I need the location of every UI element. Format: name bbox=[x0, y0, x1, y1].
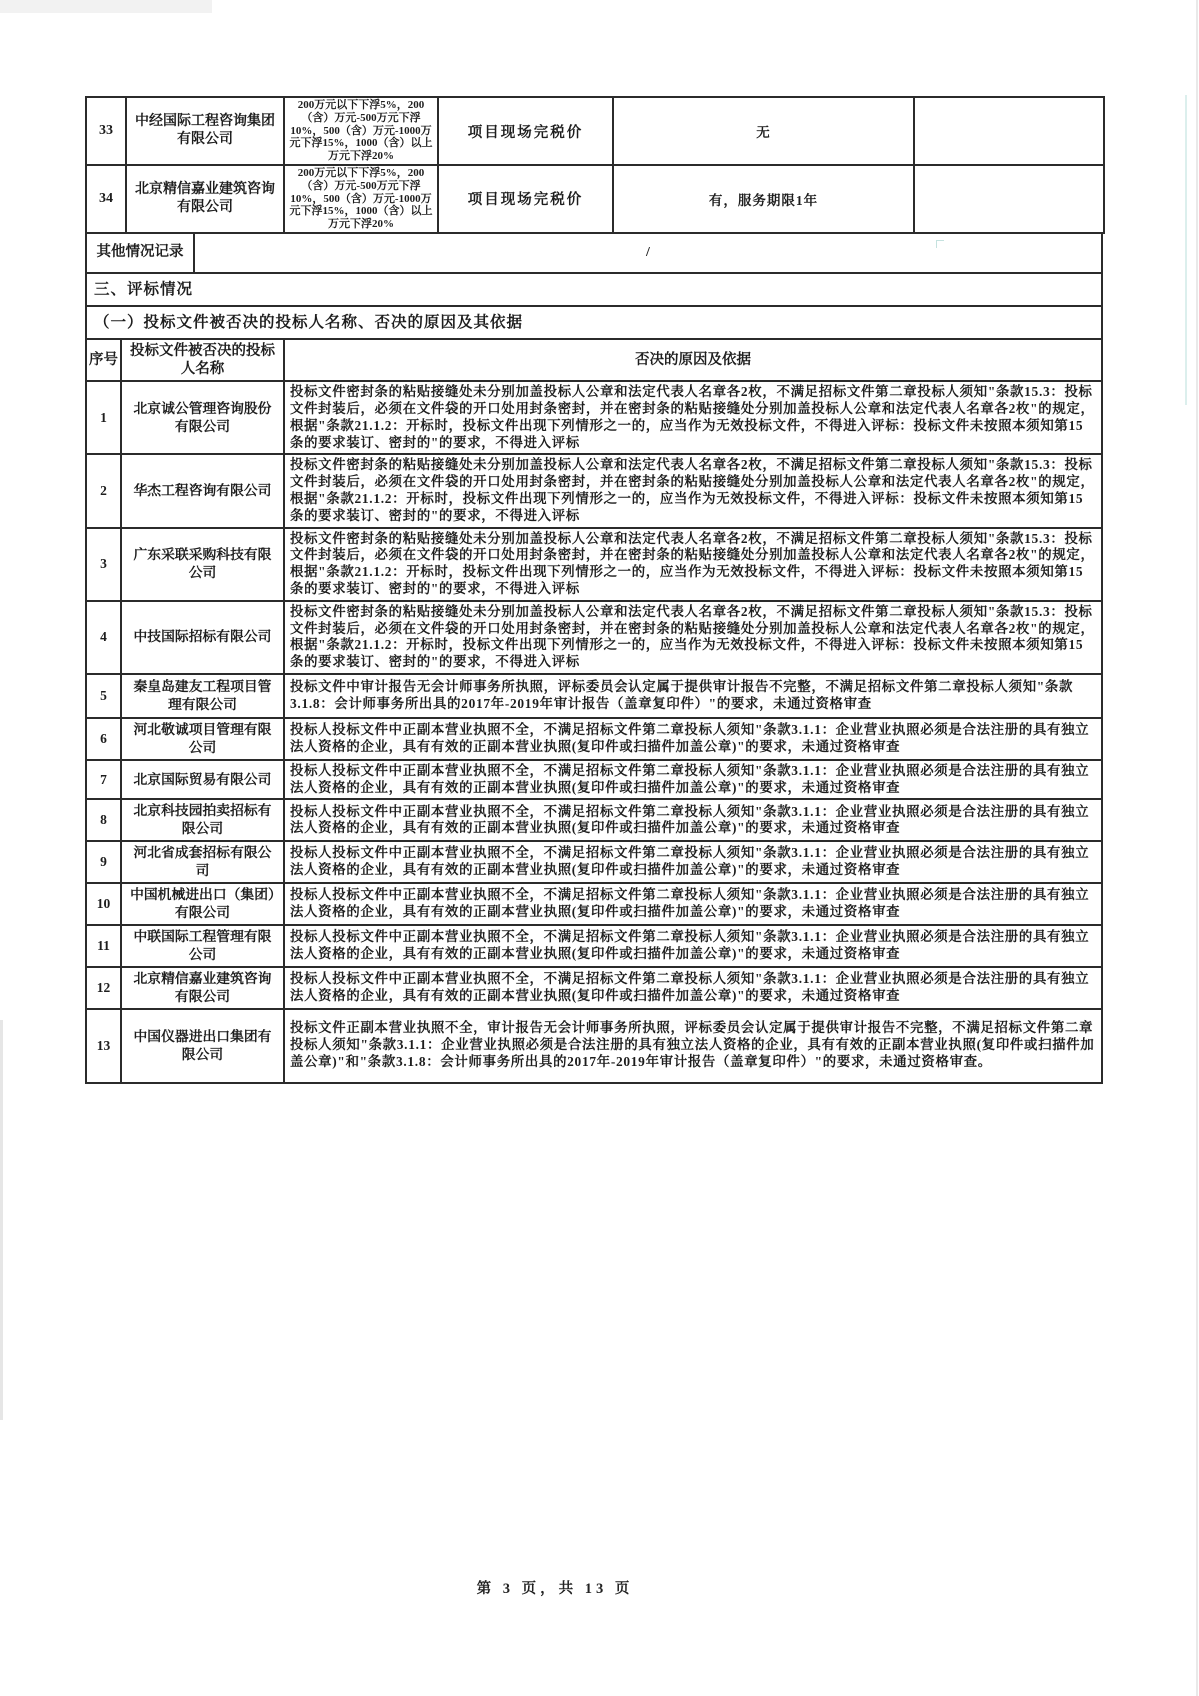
quote-row bbox=[86, 165, 1104, 233]
bidder-name: 河北敬诚项目管理有限公司 bbox=[121, 718, 284, 760]
bidder-name: 北京科技园拍卖招标有限公司 bbox=[121, 799, 284, 841]
rejection-row bbox=[86, 925, 1102, 967]
rejection-reason: 投标文件密封条的粘贴接缝处未分别加盖投标人公章和法定代表人名章各2枚，不满足招标文件第二章投标人须知"条款15.3：投标文件封装后，必须在文件袋的开口处用封条密封，并在密封条的粘贴接缝处分别加盖投标人公章和法定代表人名章各2枚"的规定，根据"条款21.1.2：开标时，投标文件出现下列情形之一的，应当作为无效投标文件，不得进入评标：投标文件未按照本须知第15条的要求装订、密封的"的要求，不得进入评标 bbox=[284, 454, 1102, 527]
serial-number: 34 bbox=[86, 165, 126, 233]
rejection-row bbox=[86, 601, 1102, 674]
rejection-row bbox=[86, 967, 1102, 1009]
rejection-reason: 投标文件密封条的粘贴接缝处未分别加盖投标人公章和法定代表人名章各2枚，不满足招标文件第二章投标人须知"条款15.3：投标文件封装后，必须在文件袋的开口处用封条密封，并在密封条的粘贴接缝处分别加盖投标人公章和法定代表人名章各2枚"的规定，根据"条款21.1.2：开标时，投标文件出现下列情形之一的，应当作为无效投标文件，不得进入评标：投标文件未按照本须知第15条的要求装订、密封的"的要求，不得进入评标 bbox=[284, 528, 1102, 601]
rejection-row bbox=[86, 528, 1102, 601]
rejection-reason: 投标人投标文件中正副本营业执照不全，不满足招标文件第二章投标人须知"条款3.1.1：企业营业执照必须是合法注册的具有独立法人资格的企业，具有有效的正副本营业执照(复印件或扫描件加盖公章)"的要求，未通过资格审查 bbox=[284, 799, 1102, 841]
bidder-name: 中技国际招标有限公司 bbox=[121, 601, 284, 674]
serial-number: 9 bbox=[86, 841, 121, 883]
bidder-name: 秦皇岛建友工程项目管理有限公司 bbox=[121, 674, 284, 718]
rejection-reason: 投标人投标文件中正副本营业执照不全，不满足招标文件第二章投标人须知"条款3.1.1：企业营业执照必须是合法注册的具有独立法人资格的企业，具有有效的正副本营业执照(复印件或扫描件加盖公章)"的要求，未通过资格审查 bbox=[284, 967, 1102, 1009]
rejection-header-row bbox=[86, 339, 1102, 381]
price-basis: 项目现场完税价 bbox=[438, 165, 613, 233]
scan-edge-left bbox=[0, 1020, 3, 1420]
rejection-reason: 投标人投标文件中正副本营业执照不全，不满足招标文件第二章投标人须知"条款3.1.1：企业营业执照必须是合法注册的具有独立法人资格的企业，具有有效的正副本营业执照(复印件或扫描件加盖公章)"的要求，未通过资格审查 bbox=[284, 760, 1102, 800]
serial-number: 2 bbox=[86, 454, 121, 527]
bidder-name: 北京诚公管理咨询股份有限公司 bbox=[121, 381, 284, 454]
serial-number: 7 bbox=[86, 760, 121, 800]
scan-teal-line bbox=[1185, 95, 1187, 405]
rejection-table bbox=[85, 338, 1103, 1084]
quote-policy: 200万元以下下浮5%，200（含）万元-500万元下浮10%，500（含）万元-1000万元下浮15%，1000（含）以上万元下浮20% bbox=[284, 165, 438, 233]
header-reason: 否决的原因及依据 bbox=[284, 339, 1102, 381]
rejection-row bbox=[86, 674, 1102, 718]
rejection-row bbox=[86, 799, 1102, 841]
header-bidder: 投标文件被否决的投标人名称 bbox=[121, 339, 284, 381]
quote-extra bbox=[914, 165, 1104, 233]
rejection-row bbox=[86, 454, 1102, 527]
serial-number: 4 bbox=[86, 601, 121, 674]
rejection-row bbox=[86, 381, 1102, 454]
quote-remark: 无 bbox=[613, 97, 914, 165]
rejection-row bbox=[86, 718, 1102, 760]
price-basis: 项目现场完税价 bbox=[438, 97, 613, 165]
rejection-reason: 投标人投标文件中正副本营业执照不全，不满足招标文件第二章投标人须知"条款3.1.1：企业营业执照必须是合法注册的具有独立法人资格的企业，具有有效的正副本营业执照(复印件或扫描件加盖公章)"的要求，未通过资格审查 bbox=[284, 883, 1102, 925]
rejection-reason: 投标文件正副本营业执照不全，审计报告无会计师事务所执照，评标委员会认定属于提供审计报告不完整，不满足招标文件第二章投标人须知"条款3.1.1：企业营业执照必须是合法注册的具有独立法人资格的企业，具有有效的正副本营业执照(复印件或扫描件加盖公章)"和"条款3.1.8：会计师事务所出具的2017年-2019年审计报告（盖章复印件）"的要求，未通过资格审查。 bbox=[284, 1009, 1102, 1083]
bidder-name: 中国机械进出口（集团）有限公司 bbox=[121, 883, 284, 925]
bidder-name: 华杰工程咨询有限公司 bbox=[121, 454, 284, 527]
header-serial: 序号 bbox=[86, 339, 121, 381]
other-record-row bbox=[85, 232, 1103, 274]
quote-remark: 有，服务期限1年 bbox=[613, 165, 914, 233]
quote-policy: 200万元以下下浮5%，200（含）万元-500万元下浮10%，500（含）万元-1000万元下浮15%，1000（含）以上万元下浮20% bbox=[284, 97, 438, 165]
quote-table bbox=[85, 96, 1105, 234]
quote-row bbox=[86, 97, 1104, 165]
serial-number: 11 bbox=[86, 925, 121, 967]
section-evaluation-title: 三、评标情况 bbox=[85, 272, 1103, 307]
company-name: 北京精信嘉业建筑咨询有限公司 bbox=[126, 165, 284, 233]
bidder-name: 中国仪器进出口集团有限公司 bbox=[121, 1009, 284, 1083]
serial-number: 13 bbox=[86, 1009, 121, 1083]
serial-number: 33 bbox=[86, 97, 126, 165]
serial-number: 3 bbox=[86, 528, 121, 601]
bidder-name: 北京精信嘉业建筑咨询有限公司 bbox=[121, 967, 284, 1009]
page-footer: 第 3 页，共 13 页 bbox=[476, 1581, 634, 1597]
rejection-reason: 投标人投标文件中正副本营业执照不全，不满足招标文件第二章投标人须知"条款3.1.1：企业营业执照必须是合法注册的具有独立法人资格的企业，具有有效的正副本营业执照(复印件或扫描件加盖公章)"的要求，未通过资格审查 bbox=[284, 925, 1102, 967]
rejection-reason: 投标文件密封条的粘贴接缝处未分别加盖投标人公章和法定代表人名章各2枚，不满足招标文件第二章投标人须知"条款15.3：投标文件封装后，必须在文件袋的开口处用封条密封，并在密封条的粘贴接缝处分别加盖投标人公章和法定代表人名章各2枚"的规定，根据"条款21.1.2：开标时，投标文件出现下列情形之一的，应当作为无效投标文件，不得进入评标：投标文件未按照本须知第15条的要求装订、密封的"的要求，不得进入评标 bbox=[284, 381, 1102, 454]
rejection-reason: 投标人投标文件中正副本营业执照不全，不满足招标文件第二章投标人须知"条款3.1.1：企业营业执照必须是合法注册的具有独立法人资格的企业，具有有效的正副本营业执照(复印件或扫描件加盖公章)"的要求，未通过资格审查 bbox=[284, 841, 1102, 883]
serial-number: 12 bbox=[86, 967, 121, 1009]
bidder-name: 中联国际工程管理有限公司 bbox=[121, 925, 284, 967]
quote-extra bbox=[914, 97, 1104, 165]
rejection-row bbox=[86, 1009, 1102, 1083]
rejection-row bbox=[86, 883, 1102, 925]
rejection-reason: 投标人投标文件中正副本营业执照不全，不满足招标文件第二章投标人须知"条款3.1.1：企业营业执照必须是合法注册的具有独立法人资格的企业，具有有效的正副本营业执照(复印件或扫描件加盖公章)"的要求，未通过资格审查 bbox=[284, 718, 1102, 760]
other-record-value: / bbox=[194, 233, 1102, 273]
bidder-name: 河北省成套招标有限公司 bbox=[121, 841, 284, 883]
serial-number: 5 bbox=[86, 674, 121, 718]
rejection-row bbox=[86, 841, 1102, 883]
rejection-reason: 投标文件中审计报告无会计师事务所执照，评标委员会认定属于提供审计报告不完整，不满足招标文件第二章投标人须知"条款3.1.8：会计师事务所出具的2017年-2019年审计报告（盖章复印件）"的要求，未通过资格审查 bbox=[284, 674, 1102, 718]
serial-number: 1 bbox=[86, 381, 121, 454]
document-content bbox=[85, 96, 1103, 1084]
other-record-label: 其他情况记录 bbox=[86, 233, 194, 273]
bidder-name: 北京国际贸易有限公司 bbox=[121, 760, 284, 800]
company-name: 中经国际工程咨询集团有限公司 bbox=[126, 97, 284, 165]
scan-edge-right bbox=[1196, 0, 1198, 1696]
serial-number: 6 bbox=[86, 718, 121, 760]
bidder-name: 广东采联采购科技有限公司 bbox=[121, 528, 284, 601]
scan-smudge bbox=[0, 0, 212, 13]
rejection-row bbox=[86, 760, 1102, 800]
serial-number: 8 bbox=[86, 799, 121, 841]
section-rejection-subtitle: （一）投标文件被否决的投标人名称、否决的原因及其依据 bbox=[85, 305, 1103, 340]
serial-number: 10 bbox=[86, 883, 121, 925]
rejection-reason: 投标文件密封条的粘贴接缝处未分别加盖投标人公章和法定代表人名章各2枚，不满足招标文件第二章投标人须知"条款15.3：投标文件封装后，必须在文件袋的开口处用封条密封，并在密封条的粘贴接缝处分别加盖投标人公章和法定代表人名章各2枚"的规定，根据"条款21.1.2：开标时，投标文件出现下列情形之一的，应当作为无效投标文件，不得进入评标：投标文件未按照本须知第15条的要求装订、密封的"的要求，不得进入评标 bbox=[284, 601, 1102, 674]
